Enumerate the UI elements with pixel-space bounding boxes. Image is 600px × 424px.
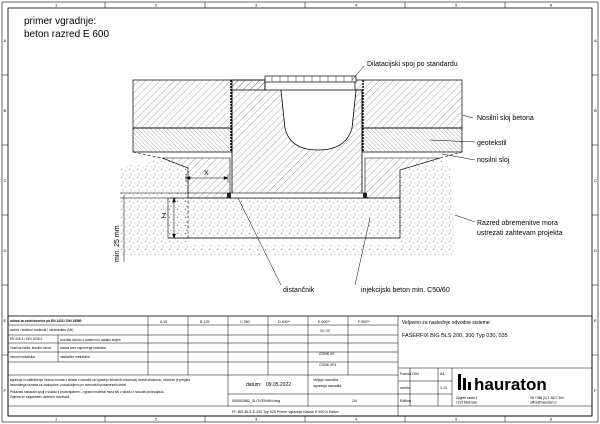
row-label: C: [3, 178, 7, 183]
hauraton-logo: [458, 374, 547, 394]
row-label: E: [594, 318, 597, 323]
tb-row3-b: Izvedba ločeno z nosilnim in ostalim slojem: [60, 338, 121, 342]
dim-x-label: X: [204, 170, 209, 177]
injection-bed: [168, 198, 400, 238]
row-label: C: [594, 178, 597, 183]
title-block: [8, 316, 592, 416]
row-label: F: [594, 388, 597, 393]
label-injection: injekcijski beton min. C50/60: [361, 287, 450, 294]
row-label: B: [594, 108, 597, 113]
dim-min-label: min. 25 mm: [114, 225, 121, 262]
concrete-slab-right: [355, 80, 462, 128]
tb-advice-2: vgradnja navodila.: [313, 384, 343, 388]
tb-row2-left: razred / kolektor nosilnost / obremenitev (kN): [10, 328, 74, 332]
tb-c25b-value: C25/30 XF4: [319, 363, 337, 367]
tb-class-f900: F 900**: [358, 320, 370, 324]
tb-note-4: Zajema se zagotovitev ustrezne nosilnosti.: [10, 395, 71, 399]
col-label: 4: [355, 2, 358, 8]
logo-text: hauraton: [474, 375, 547, 394]
spacer-left: [227, 193, 231, 198]
tb-scale-label: merilo: [400, 386, 410, 390]
gravel-right: [400, 158, 455, 245]
heading-line1: primer vgradnje:: [24, 16, 97, 27]
tb-file: 000002882_SLOVENIAN.dwg: [232, 399, 281, 403]
col-label: 2: [155, 2, 158, 8]
col-label: 2: [155, 416, 158, 422]
tb-sheet: 2/4: [352, 399, 357, 403]
tb-phone: Tel +386 (0) 1 3617 300: [530, 396, 564, 400]
tb-date: 09.05.2022: [266, 382, 292, 388]
tb-note-2: betonskega razreda za zrakoplove, posodobljeno po normativih posameznih dežel.: [10, 383, 127, 387]
tb-class-e600: E 600**: [318, 320, 331, 324]
tb-email: office@hauraton.si: [530, 400, 557, 405]
channel-trough: [281, 90, 356, 150]
tb-row1-left: odvod za ceste/voznice po EN 1433 / DIN 19580: [10, 319, 82, 323]
tb-footer: FF-BIS-BLS-E-200 Typ 020 Primer vgradnje Klasse E 600 in Beton: [232, 410, 339, 414]
dim-z-label: Z: [162, 213, 167, 220]
bearing-layer-right: [362, 128, 462, 152]
tb-format-label: Format DIN: [400, 372, 419, 376]
tb-c25-value: C25/30 XS: [319, 352, 335, 356]
col-label: 1: [55, 2, 58, 8]
col-label: 5: [455, 2, 458, 8]
tb-class-d400: D 400**: [278, 320, 291, 324]
tb-address-1: Zagreb cesta 4: [456, 396, 478, 400]
tb-scale: 1:10: [440, 386, 447, 390]
tb-class-b125: B 125: [200, 320, 210, 324]
tb-row5-b: nastavitev mešalnika: [60, 355, 90, 359]
tb-date-label: datum:: [246, 382, 262, 388]
tb-load-value: 30 / 20: [320, 329, 330, 333]
bearing-layer-left: [133, 128, 232, 152]
label-spacer: distančnik: [283, 287, 315, 294]
tb-row3-a: EN 206-1 / DIN 1045-2: [10, 337, 43, 341]
tb-format: A4: [440, 372, 445, 376]
row-label: E: [3, 318, 7, 323]
tb-address-2: 1215 Medvode: [456, 400, 478, 405]
gravel-bottom: [120, 245, 455, 255]
col-label: 3: [255, 2, 258, 8]
tb-note-1: vgradnja in zakleščenje betona morata v skladu z navodili za vgradnjo tehničnih informacij izvesti strokovno, obvezen je pregled: [10, 378, 191, 382]
label-dilatation: Dilatacijski spoj po standardu: [367, 61, 458, 68]
row-label: D: [3, 248, 7, 253]
col-label: 6: [550, 416, 553, 422]
grating: [265, 76, 356, 82]
label-geotextile: geotekstil: [477, 140, 507, 147]
row-label: B: [3, 108, 7, 113]
tb-system: FASERFIX BIG BLS 200, 300 Typ 030, 035: [402, 333, 508, 339]
tb-row4-a: Zvarilna korita, tesnilni robovi: [10, 346, 52, 350]
col-label: 1: [55, 416, 58, 422]
col-label: 4: [355, 416, 358, 422]
label-zone-1: Razred obremenitve mora: [477, 220, 558, 227]
label-bearing-concrete: Nosilni sloj betona: [477, 115, 534, 122]
row-label: D: [594, 248, 597, 253]
col-label: 5: [455, 416, 458, 422]
label-bearing-layer: nosilni sloj: [477, 157, 510, 164]
heading-line2: beton razred E 600: [24, 29, 110, 40]
spacer-right: [363, 193, 367, 198]
tb-note-3: Prikazani nakazani spoji v skladu z proizvajalcem – vgradni material mora biti v skladu z navodili proizvajalca.: [10, 390, 165, 394]
col-label: 3: [255, 416, 258, 422]
tb-row4-b: vrstica brez zapornega krmilnika: [60, 346, 106, 350]
channel-base: [228, 193, 366, 198]
tb-class-c250: C 250: [240, 320, 250, 324]
label-zone-2: ustrezati zahtevam projekta: [477, 230, 563, 237]
tb-edition-label: Edition: [400, 399, 411, 403]
row-label: A: [594, 38, 597, 43]
row-label: A: [3, 38, 7, 43]
tb-row5-a: razvod mešalnika: [10, 355, 35, 359]
col-label: 6: [550, 2, 553, 8]
tb-class-a15: A 15: [160, 320, 168, 324]
tb-advice-1: Veljajo navodila: [313, 378, 338, 382]
row-label: F: [3, 388, 6, 393]
tb-validity-label: Veljavno za naslednje odvodne sisteme:: [402, 320, 491, 326]
